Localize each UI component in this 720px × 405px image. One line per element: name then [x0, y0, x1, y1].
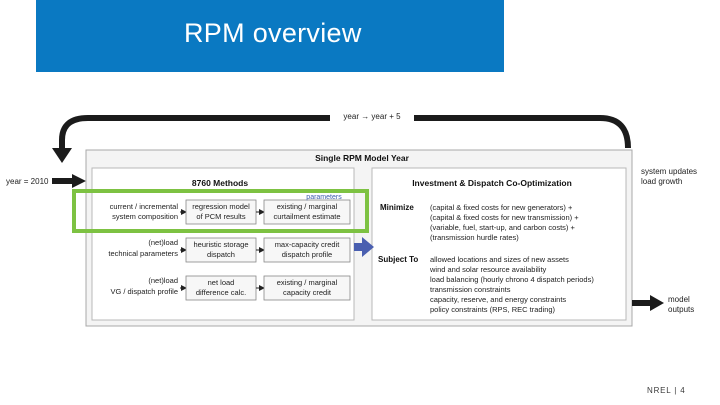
row1-input-b: system composition [112, 212, 178, 221]
minimize-line-3: (variable, fuel, start-up, and carbon costs) + [430, 223, 575, 232]
row2-method-a: heuristic storage [193, 240, 249, 249]
loop-arrowhead [52, 148, 72, 163]
row3-output-b: capacity credit [283, 288, 331, 297]
start-arrow [52, 174, 86, 188]
loop-label: year → year + 5 [343, 112, 401, 121]
subject-line-1: allowed locations and sizes of new assets [430, 255, 569, 264]
model-year-title: Single RPM Model Year [315, 153, 409, 163]
row2-output-b: dispatch profile [281, 250, 333, 259]
coopt-title: Investment & Dispatch Co-Optimization [412, 178, 572, 188]
minimize-line-4: (transmission hurdle rates) [430, 233, 519, 242]
row2-method-b: dispatch [207, 250, 235, 259]
methods-title: 8760 Methods [191, 178, 249, 188]
minimize-line-1: (capital & fixed costs for new generators) + [430, 203, 573, 212]
row1-input-a: current / incremental [109, 202, 178, 211]
row1-output-tag: parameters [306, 194, 342, 201]
loop-arrow [62, 118, 628, 152]
subject-line-2: wind and solar resource availability [430, 265, 547, 274]
row1-method-a: regression model [192, 202, 250, 211]
minimize-label: Minimize [380, 203, 414, 212]
footer [647, 386, 685, 395]
row2-input-a: (net)load [148, 238, 178, 247]
system-updates-label: system updates [641, 167, 698, 176]
row3-input-b: VG / dispatch profile [110, 287, 178, 296]
outputs-label-2: outputs [668, 305, 695, 314]
footer-separator: | [674, 386, 678, 395]
footer-org: NREL [647, 386, 672, 395]
load-growth-label: load growth [641, 177, 683, 186]
subject-label: Subject To [378, 255, 419, 264]
start-label: year = 2010 [6, 177, 49, 186]
row3-method-a: net load [207, 278, 235, 287]
subject-line-3: load balancing (hourly chrono 4 dispatch periods) [430, 275, 594, 284]
slide-title: RPM overview [184, 18, 362, 48]
subject-line-4: transmission constraints [430, 285, 511, 294]
subject-line-6: policy constraints (RPS, REC trading) [430, 305, 556, 314]
row2-input-b: technical parameters [108, 249, 178, 258]
output-arrow [632, 295, 664, 311]
minimize-line-2: (capital & fixed costs for new transmission) + [430, 213, 579, 222]
row3-method-b: difference calc. [195, 288, 247, 297]
row3-output-a: existing / marginal [276, 278, 338, 287]
row1-method-b: of PCM results [196, 212, 246, 221]
outputs-label-1: model [668, 295, 690, 304]
row3-input-a: (net)load [148, 276, 178, 285]
row1-output-b: curtailment estimate [273, 212, 341, 221]
subject-line-5: capacity, reserve, and energy constraints [430, 295, 567, 304]
footer-page-number: 4 [680, 386, 686, 395]
row1-output-a: existing / marginal [276, 202, 338, 211]
row2-output-a: max-capacity credit [274, 240, 340, 249]
